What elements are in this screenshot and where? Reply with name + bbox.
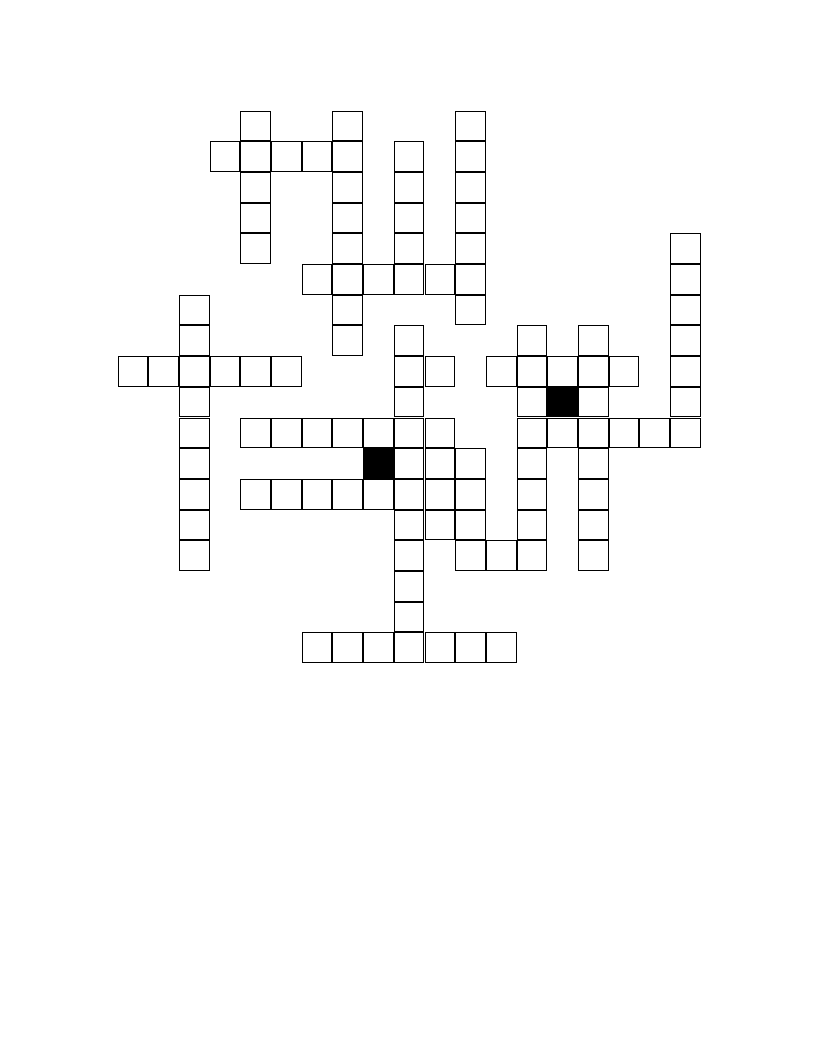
grid-cell[interactable] — [210, 356, 241, 387]
grid-cell[interactable] — [394, 479, 425, 510]
grid-cell[interactable] — [455, 203, 486, 234]
grid-block — [547, 387, 578, 418]
grid-cell[interactable] — [578, 387, 609, 418]
grid-cell[interactable] — [670, 418, 701, 449]
grid-cell[interactable] — [425, 632, 456, 663]
grid-cell[interactable] — [363, 632, 394, 663]
grid-cell[interactable] — [394, 448, 425, 479]
grid-cell[interactable] — [240, 356, 271, 387]
grid-cell[interactable] — [486, 540, 517, 571]
grid-cell[interactable] — [455, 233, 486, 264]
grid-cell[interactable] — [363, 418, 394, 449]
grid-cell[interactable] — [394, 510, 425, 541]
grid-cell[interactable] — [455, 632, 486, 663]
grid-cell[interactable] — [455, 295, 486, 326]
grid-cell[interactable] — [332, 632, 363, 663]
grid-cell[interactable] — [332, 325, 363, 356]
grid-cell[interactable] — [332, 479, 363, 510]
grid-cell[interactable] — [179, 510, 210, 541]
grid-cell[interactable] — [670, 356, 701, 387]
grid-cell[interactable] — [302, 141, 333, 172]
grid-cell[interactable] — [425, 356, 456, 387]
grid-cell[interactable] — [332, 111, 363, 142]
grid-cell[interactable] — [609, 418, 640, 449]
grid-cell[interactable] — [517, 540, 548, 571]
grid-cell[interactable] — [179, 325, 210, 356]
grid-cell[interactable] — [455, 172, 486, 203]
grid-cell[interactable] — [394, 203, 425, 234]
grid-cell[interactable] — [179, 387, 210, 418]
grid-cell[interactable] — [517, 479, 548, 510]
grid-cell[interactable] — [394, 233, 425, 264]
grid-block — [363, 448, 394, 479]
grid-cell[interactable] — [118, 356, 149, 387]
grid-cell[interactable] — [240, 203, 271, 234]
grid-cell[interactable] — [486, 632, 517, 663]
grid-cell[interactable] — [240, 418, 271, 449]
grid-cell[interactable] — [332, 295, 363, 326]
grid-cell[interactable] — [425, 264, 456, 295]
grid-cell[interactable] — [578, 356, 609, 387]
grid-cell[interactable] — [363, 479, 394, 510]
grid-cell[interactable] — [578, 448, 609, 479]
clues-column-1 — [48, 702, 288, 706]
grid-cell[interactable] — [271, 418, 302, 449]
grid-cell[interactable] — [332, 264, 363, 295]
grid-cell[interactable] — [425, 448, 456, 479]
grid-cell[interactable] — [179, 479, 210, 510]
grid-cell[interactable] — [332, 233, 363, 264]
grid-cell[interactable] — [517, 418, 548, 449]
grid-cell[interactable] — [517, 387, 548, 418]
grid-cell[interactable] — [179, 356, 210, 387]
grid-cell[interactable] — [455, 264, 486, 295]
grid-cell[interactable] — [517, 356, 548, 387]
grid-cell[interactable] — [455, 141, 486, 172]
grid-cell[interactable] — [179, 418, 210, 449]
grid-cell[interactable] — [670, 264, 701, 295]
grid-cell[interactable] — [394, 356, 425, 387]
grid-cell[interactable] — [332, 172, 363, 203]
grid-cell[interactable] — [578, 510, 609, 541]
grid-cell[interactable] — [394, 540, 425, 571]
grid-cell[interactable] — [240, 479, 271, 510]
grid-cell[interactable] — [670, 233, 701, 264]
grid-cell[interactable] — [425, 479, 456, 510]
grid-cell[interactable] — [271, 141, 302, 172]
grid-cell[interactable] — [302, 418, 333, 449]
grid-cell[interactable] — [179, 295, 210, 326]
grid-cell[interactable] — [394, 602, 425, 633]
grid-cell[interactable] — [425, 418, 456, 449]
grid-cell[interactable] — [179, 540, 210, 571]
grid-cell[interactable] — [455, 540, 486, 571]
grid-cell[interactable] — [363, 264, 394, 295]
grid-cell[interactable] — [394, 325, 425, 356]
grid-cell[interactable] — [455, 111, 486, 142]
grid-cell[interactable] — [670, 325, 701, 356]
grid-cell[interactable] — [578, 540, 609, 571]
grid-cell[interactable] — [639, 418, 670, 449]
grid-cell[interactable] — [394, 172, 425, 203]
grid-cell[interactable] — [302, 479, 333, 510]
grid-cell[interactable] — [609, 356, 640, 387]
grid-cell[interactable] — [332, 141, 363, 172]
grid-cell[interactable] — [332, 418, 363, 449]
grid-cell[interactable] — [578, 418, 609, 449]
grid-cell[interactable] — [670, 295, 701, 326]
grid-cell[interactable] — [210, 141, 241, 172]
grid-cell[interactable] — [517, 510, 548, 541]
grid-cell[interactable] — [547, 418, 578, 449]
grid-cell[interactable] — [240, 111, 271, 142]
grid-cell[interactable] — [240, 233, 271, 264]
grid-cell[interactable] — [394, 632, 425, 663]
grid-cell[interactable] — [148, 356, 179, 387]
grid-cell[interactable] — [271, 479, 302, 510]
grid-cell[interactable] — [271, 356, 302, 387]
grid-cell[interactable] — [394, 571, 425, 602]
grid-cell[interactable] — [517, 325, 548, 356]
grid-cell[interactable] — [425, 510, 456, 541]
grid-cell[interactable] — [670, 387, 701, 418]
grid-cell[interactable] — [332, 203, 363, 234]
grid-cell[interactable] — [240, 172, 271, 203]
grid-cell[interactable] — [179, 448, 210, 479]
grid-cell[interactable] — [578, 479, 609, 510]
grid-cell[interactable] — [302, 632, 333, 663]
grid-cell[interactable] — [394, 387, 425, 418]
grid-cell[interactable] — [240, 141, 271, 172]
grid-cell[interactable] — [547, 356, 578, 387]
grid-cell[interactable] — [455, 479, 486, 510]
grid-cell[interactable] — [394, 141, 425, 172]
grid-cell[interactable] — [486, 356, 517, 387]
grid-cell[interactable] — [455, 448, 486, 479]
grid-cell[interactable] — [302, 264, 333, 295]
grid-cell[interactable] — [394, 418, 425, 449]
grid-cell[interactable] — [455, 510, 486, 541]
grid-cell[interactable] — [517, 448, 548, 479]
grid-cell[interactable] — [394, 264, 425, 295]
grid-cell[interactable] — [578, 325, 609, 356]
